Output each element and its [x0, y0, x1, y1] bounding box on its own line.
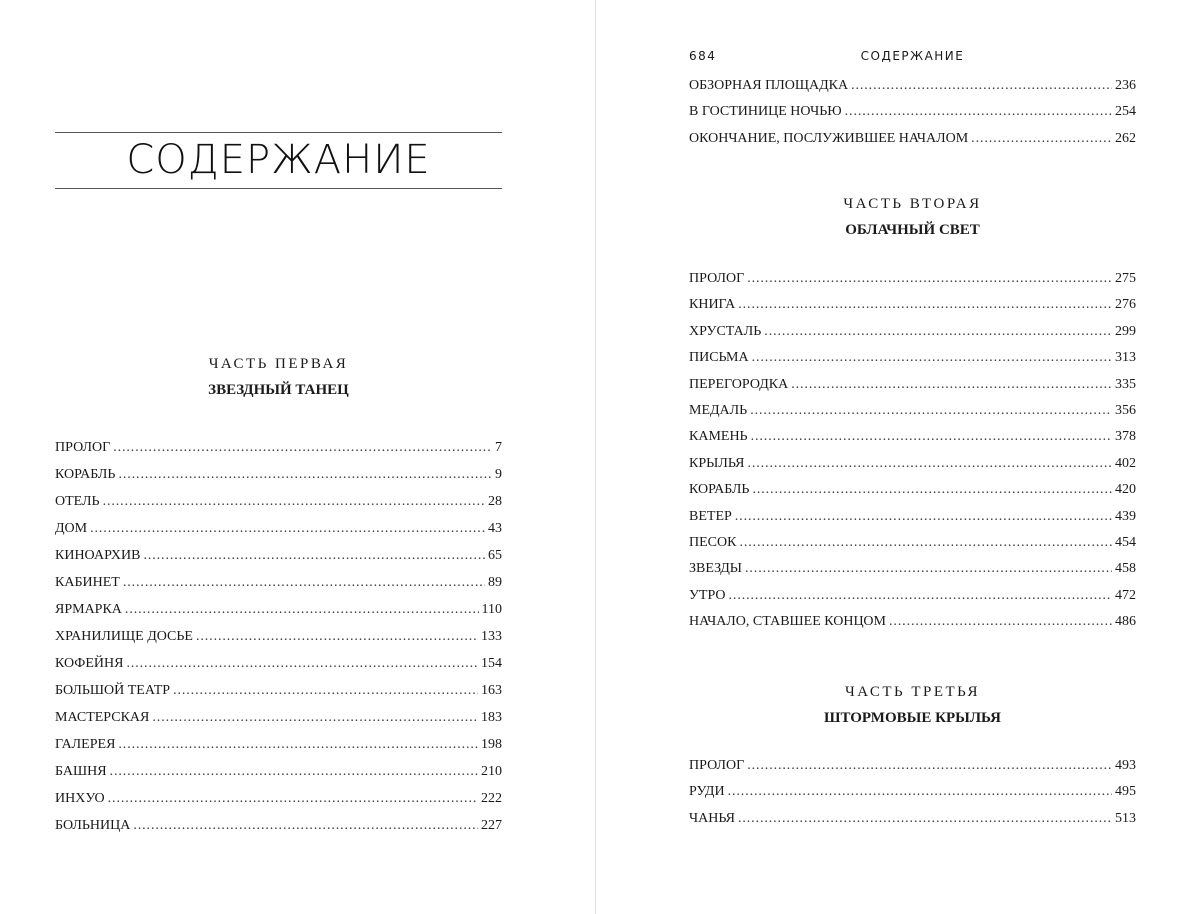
- toc-entry-page: 7: [495, 440, 502, 455]
- toc-dot-leader: [728, 779, 1112, 805]
- toc-entry-title: НАЧАЛО, СТАВШЕЕ КОНЦОМ: [689, 614, 886, 630]
- toc-dot-leader: [143, 542, 485, 569]
- toc-entry-page: 335: [1115, 376, 1136, 392]
- toc-entry: [689, 779, 1136, 805]
- running-title: СОДЕРЖАНИЕ: [860, 49, 965, 63]
- toc-entry-page: 495: [1115, 784, 1136, 800]
- toc-dot-leader: [845, 99, 1112, 125]
- toc-entry-page: 28: [488, 494, 502, 509]
- toc-entry: [55, 596, 502, 623]
- toc-dot-leader: [90, 515, 485, 542]
- toc-entry-title: БОЛЬНИЦА: [55, 818, 131, 833]
- part-two-heading: [689, 194, 1136, 240]
- toc-entry: [689, 126, 1136, 152]
- contents-title: СОДЕРЖАНИЕ: [126, 137, 431, 183]
- toc-entry-title: УТРО: [689, 587, 726, 603]
- toc-entry: [689, 477, 1136, 503]
- toc-entry-title: БАШНЯ: [55, 764, 107, 779]
- toc-entry-page: 210: [481, 764, 502, 779]
- toc-entry: [55, 542, 502, 569]
- toc-entry: [55, 758, 502, 785]
- toc-dot-leader: [739, 530, 1112, 556]
- toc-dot-leader: [747, 753, 1112, 779]
- toc-dot-leader: [118, 461, 492, 488]
- toc-dot-leader: [735, 504, 1112, 530]
- toc-entry-title: КАМЕНЬ: [689, 429, 748, 445]
- toc-entry: [55, 704, 502, 731]
- toc-entry-page: 313: [1115, 350, 1136, 366]
- toc-dot-leader: [125, 596, 479, 623]
- contents-title-block: [55, 132, 502, 189]
- toc-entry-page: 110: [481, 602, 502, 617]
- toc-entry-title: ЯРМАРКА: [55, 602, 122, 617]
- toc-entry-title: ДОМ: [55, 521, 88, 536]
- page-number: 684: [689, 49, 717, 63]
- toc-entry-title: В ГОСТИНИЦЕ НОЧЬЮ: [689, 104, 842, 120]
- toc-dot-leader: [752, 345, 1112, 371]
- toc-entry-page: 458: [1115, 561, 1136, 577]
- toc-entry-title: МАСТЕРСКАЯ: [55, 710, 150, 725]
- toc-entry-title: КИНОАРХИВ: [55, 548, 141, 563]
- toc-entry-page: 227: [481, 818, 502, 833]
- toc-entry: [689, 806, 1136, 832]
- toc-entry: [689, 609, 1136, 635]
- toc-dot-leader: [738, 806, 1112, 832]
- toc-entry: [689, 583, 1136, 609]
- toc-entry-page: 402: [1115, 455, 1136, 471]
- toc-dot-leader: [196, 623, 478, 650]
- toc-entry-title: КОФЕЙНЯ: [55, 656, 124, 671]
- toc-entry-title: КАБИНЕТ: [55, 575, 120, 590]
- toc-entry-title: ВЕТЕР: [689, 508, 732, 524]
- toc-entry-page: 262: [1115, 130, 1136, 146]
- toc-entry-page: 454: [1115, 534, 1136, 550]
- toc-entry: [689, 451, 1136, 477]
- toc-entry-title: ЗВЕЗДЫ: [689, 561, 742, 577]
- toc-dot-leader: [103, 488, 485, 515]
- toc-entry-title: ПЕСОК: [689, 534, 737, 550]
- toc-entry-title: КРЫЛЬЯ: [689, 455, 745, 471]
- toc-dot-leader: [738, 292, 1112, 318]
- toc-entry: [55, 569, 502, 596]
- toc-entry: [55, 488, 502, 515]
- toc-entry-title: БОЛЬШОЙ ТЕАТР: [55, 683, 171, 698]
- toc-entry-page: 356: [1115, 402, 1136, 418]
- toc-entry-page: 276: [1115, 297, 1136, 313]
- toc-entry: [689, 292, 1136, 318]
- toc-dot-leader: [133, 812, 478, 839]
- toc-entry-title: ИНХУО: [55, 791, 105, 806]
- part-two-name: ОБЛАЧНЫЙ СВЕТ: [845, 222, 980, 238]
- toc-dot-leader: [123, 569, 485, 596]
- toc-entry-page: 236: [1115, 78, 1136, 93]
- toc-dot-leader: [110, 758, 478, 785]
- toc-entry: [689, 398, 1136, 424]
- toc-entry-title: ПЕРЕГОРОДКА: [689, 376, 789, 392]
- toc-dot-leader: [851, 73, 1112, 99]
- toc-entry: [689, 73, 1136, 99]
- toc-entry: [55, 812, 502, 839]
- toc-entry-page: 198: [481, 737, 502, 752]
- toc-entry: [689, 345, 1136, 371]
- toc-entry: [689, 424, 1136, 450]
- toc-dot-leader: [113, 434, 492, 461]
- toc-entry-title: ГАЛЕРЕЯ: [55, 737, 116, 752]
- toc-entry-title: ПРОЛОГ: [689, 758, 745, 773]
- toc-dot-leader: [173, 677, 478, 704]
- toc-dot-leader: [971, 126, 1112, 152]
- toc-dot-leader: [126, 650, 478, 677]
- part-three-heading: [689, 682, 1136, 728]
- toc-entry-title: МЕДАЛЬ: [689, 402, 748, 418]
- toc-entry-page: 222: [481, 791, 502, 806]
- toc-dot-leader: [764, 319, 1112, 345]
- part-one-heading: [55, 354, 502, 400]
- toc-entry-page: 513: [1115, 810, 1136, 826]
- toc-dot-leader: [118, 731, 478, 758]
- toc-dot-leader: [791, 372, 1112, 398]
- toc-entry-page: 439: [1115, 508, 1136, 524]
- toc-entry-title: ПРОЛОГ: [55, 440, 111, 455]
- toc-entry-title: КОРАБЛЬ: [689, 482, 750, 498]
- toc-entry-title: ОБЗОРНАЯ ПЛОЩАДКА: [689, 78, 849, 93]
- toc-entry-page: 43: [488, 521, 502, 536]
- toc-dot-leader: [889, 609, 1112, 635]
- toc-entry: [689, 753, 1136, 779]
- part-three-name: ШТОРМОВЫЕ КРЫЛЬЯ: [823, 710, 1002, 726]
- part-three-toc: [689, 753, 1136, 832]
- toc-entry-page: 299: [1115, 323, 1136, 339]
- toc-entry-page: 493: [1115, 758, 1136, 773]
- part-one-label: ЧАСТЬ ПЕРВАЯ: [208, 356, 349, 372]
- toc-dot-leader: [751, 424, 1112, 450]
- toc-entry-title: РУДИ: [689, 784, 725, 800]
- toc-entry: [689, 266, 1136, 292]
- toc-entry-title: КОРАБЛЬ: [55, 467, 116, 482]
- title-bottom-rule: [55, 188, 502, 189]
- toc-dot-leader: [729, 583, 1112, 609]
- toc-dot-leader: [747, 266, 1112, 292]
- toc-entry-page: 65: [488, 548, 502, 563]
- part-two-label: ЧАСТЬ ВТОРАЯ: [843, 196, 982, 212]
- toc-entry-page: 378: [1115, 429, 1136, 445]
- toc-entry: [689, 530, 1136, 556]
- toc-entry: [689, 556, 1136, 582]
- toc-dot-leader: [108, 785, 478, 812]
- part-one-name: ЗВЕЗДНЫЙ ТАНЕЦ: [208, 382, 349, 398]
- toc-entry: [689, 99, 1136, 125]
- toc-entry-title: КНИГА: [689, 297, 736, 313]
- toc-entry-page: 183: [481, 710, 502, 725]
- toc-entry-page: 420: [1115, 482, 1136, 498]
- toc-entry-page: 89: [488, 575, 502, 590]
- toc-dot-leader: [747, 451, 1112, 477]
- continued-toc: [689, 73, 1136, 152]
- toc-entry-title: ПРОЛОГ: [689, 271, 745, 286]
- right-page: [596, 0, 1191, 914]
- toc-entry: [689, 504, 1136, 530]
- toc-entry: [55, 623, 502, 650]
- toc-entry: [55, 731, 502, 758]
- toc-entry-page: 9: [495, 467, 502, 482]
- toc-entry: [55, 434, 502, 461]
- toc-entry-title: ОКОНЧАНИЕ, ПОСЛУЖИВШЕЕ НАЧАЛОМ: [689, 130, 969, 146]
- toc-entry-title: ОТЕЛЬ: [55, 494, 100, 509]
- toc-entry-title: ХРУСТАЛЬ: [689, 323, 762, 339]
- toc-entry-page: 472: [1115, 587, 1136, 603]
- toc-entry: [55, 461, 502, 488]
- toc-entry-title: ХРАНИЛИЩЕ ДОСЬЕ: [55, 629, 193, 644]
- toc-dot-leader: [750, 398, 1112, 424]
- toc-entry: [689, 319, 1136, 345]
- toc-entry: [55, 677, 502, 704]
- toc-entry: [55, 515, 502, 542]
- toc-entry-page: 133: [481, 629, 502, 644]
- toc-entry-page: 486: [1115, 614, 1136, 630]
- toc-entry-page: 163: [481, 683, 502, 698]
- toc-entry-page: 254: [1115, 104, 1136, 120]
- part-three-label: ЧАСТЬ ТРЕТЬЯ: [844, 684, 980, 700]
- toc-dot-leader: [752, 477, 1112, 503]
- part-one-toc: [55, 434, 502, 839]
- toc-dot-leader: [745, 556, 1112, 582]
- toc-entry: [55, 785, 502, 812]
- toc-entry-title: ПИСЬМА: [689, 350, 749, 366]
- part-two-toc: [689, 266, 1136, 635]
- toc-entry-title: ЧАНЬЯ: [689, 810, 735, 826]
- toc-dot-leader: [152, 704, 478, 731]
- toc-entry: [55, 650, 502, 677]
- toc-entry-page: 275: [1115, 271, 1136, 286]
- toc-entry: [689, 372, 1136, 398]
- left-page: [0, 0, 595, 914]
- toc-entry-page: 154: [481, 656, 502, 671]
